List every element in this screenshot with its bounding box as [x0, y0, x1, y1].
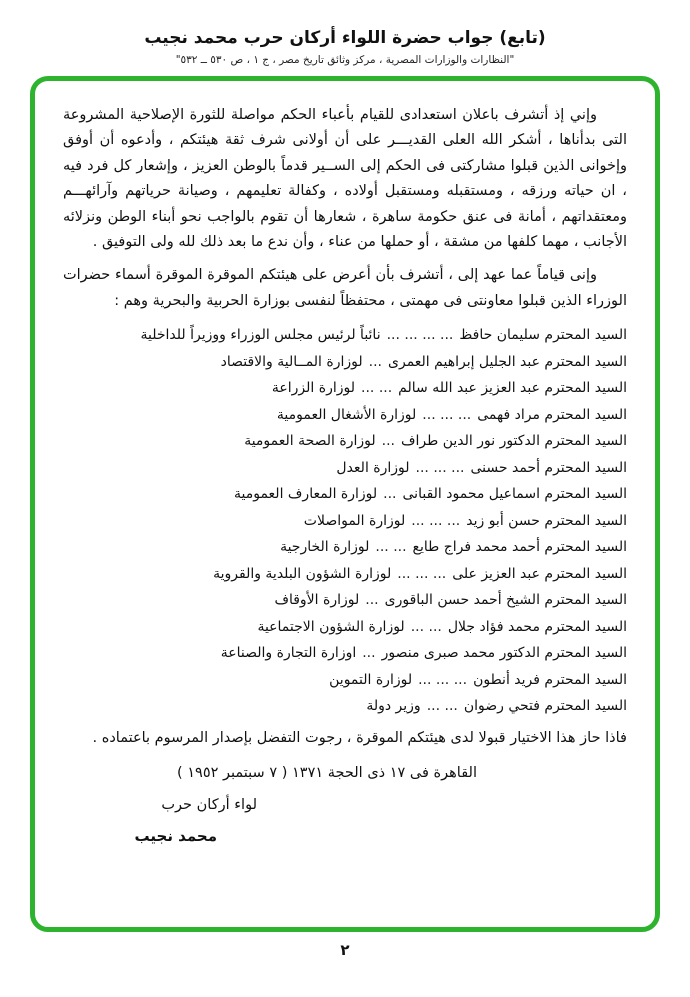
minister-prefix: السيد المحترم [539, 512, 627, 529]
leader-dots: ... ... [410, 618, 442, 635]
minister-portfolio: وزير دولة [366, 698, 421, 714]
minister-row [63, 534, 627, 561]
minister-row [63, 375, 627, 402]
leader-dots: ... [383, 486, 397, 502]
minister-portfolio: لوزارة الصحة العمومية [244, 433, 376, 449]
leader-dots: ... ... [375, 539, 407, 555]
minister-portfolio: لوزارة الأوقاف [274, 592, 360, 608]
green-border-frame [30, 76, 660, 932]
minister-name: محمد فؤاد جلال [447, 618, 540, 635]
leader-dots: ... [381, 433, 395, 449]
leader-dots: ... ... [361, 380, 393, 396]
leader-dots: ... ... ... [411, 512, 461, 529]
minister-prefix: السيد المحترم [539, 618, 627, 635]
opening-paragraph: وإني إذ أتشرف باعلان استعدادى للقيام بأعباء الحكم مواصلة للثورة الإصلاحية المشروعة التى بدأناها ، أشكر الله العلى القديـــر على أن أولانى شرف ثقة هيئتكم ، وأدعوه أن أوفق وإخوانى الذين قبلوا مشاركتى فى الحكم إلى الســير قدماً بالوطن العزيز ، وإشعار كل فرد فيه ، ان حياته ورزقه ، ومستقبله ومستقبل أولاده ، وكفالة تعليمهم ، وصيانة حرياتهم وآرائهـــم ومعتقداتهم ، أمانة فى عنق حكومة ساهرة ، شعارها أن تقوم بالواجب نحو أبناء الوطن ونزلائه الأجانب ، مهما كلفها من مشقة ، أو حملها من عناء ، وأن ندع ما بعد ذلك لله ولى التوفيق . [63, 107, 627, 250]
minister-portfolio: لوزارة الشؤون البلدية والقروية [213, 565, 392, 582]
leader-dots: ... ... [426, 698, 458, 714]
minister-portfolio: لوزارة المعارف العمومية [234, 486, 378, 502]
minister-name: أحمد حسنى [470, 459, 540, 476]
minister-portfolio: نائباً لرئيس مجلس الوزراء ووزيراً للداخلية [140, 327, 381, 343]
document-title: (تابع) جواب حضرة اللواء أركان حرب محمد نجيب [144, 28, 546, 48]
leader-dots: ... ... ... [415, 459, 465, 476]
minister-name: الدكتور نور الدين طراف [401, 433, 540, 449]
minister-row [63, 322, 627, 349]
minister-prefix: السيد المحترم [539, 327, 627, 343]
document-header [0, 0, 690, 66]
minister-row [63, 481, 627, 508]
minister-name: الدكتور محمد صبرى منصور [381, 645, 540, 661]
minister-name: حسن أبو زيد [466, 512, 540, 529]
ministers-list [63, 322, 627, 720]
minister-prefix: السيد المحترم [539, 433, 627, 449]
minister-name: عبد الجليل إبراهيم العمرى [388, 353, 540, 370]
minister-portfolio: لوزارة المــالية والاقتصاد [220, 353, 363, 370]
minister-name: فتحي رضوان [463, 698, 540, 714]
signature-rank: لواء أركان حرب [161, 796, 257, 813]
minister-prefix: السيد المحترم [539, 539, 627, 555]
minister-name: فريد أنطون [473, 671, 540, 688]
leader-dots: ... [368, 353, 383, 370]
minister-name: مراد فهمى [477, 406, 540, 423]
leader-dots: ... [362, 645, 376, 661]
minister-prefix: السيد المحترم [539, 406, 627, 423]
minister-row [63, 508, 627, 535]
introduction-paragraph: وإنى قياماً عما عهد إلى ، أتشرف بأن أعرض على هيئتكم الموقرة الموقرة أسماء حضرات الوزراء الذين قبلوا معاونتى فى مهمتى ، محتفظاً لنفسى بوزارة الحربية والبحرية وهم : [63, 267, 627, 309]
leader-dots: ... ... ... [422, 406, 472, 423]
page-number: ٢ [340, 941, 350, 959]
minister-row [63, 561, 627, 588]
minister-portfolio: اوزارة التجارة والصناعة [220, 645, 357, 661]
minister-prefix: السيد المحترم [539, 592, 627, 608]
minister-row [63, 402, 627, 429]
closing-paragraph: فاذا حاز هذا الاختيار قبولا لدى هيئتكم الموقرة ، رجوت التفضل بإصدار المرسوم باعتماده . [92, 729, 627, 746]
minister-name: عبد العزيز على [452, 565, 540, 582]
minister-row [63, 667, 627, 694]
leader-dots: ... ... ... ... [386, 327, 454, 343]
minister-portfolio: لوزارة الخارجية [280, 539, 370, 555]
minister-portfolio: لوزارة التموين [329, 671, 413, 688]
minister-portfolio: لوزارة المواصلات [303, 512, 406, 529]
minister-prefix: السيد المحترم [539, 380, 627, 396]
minister-row [63, 693, 627, 720]
minister-row [63, 349, 627, 376]
leader-dots: ... ... ... [418, 671, 468, 688]
page-footer [0, 940, 690, 959]
minister-name: الشيخ أحمد حسن الباقورى [384, 592, 540, 608]
minister-row [63, 640, 627, 667]
minister-prefix: السيد المحترم [539, 565, 627, 582]
minister-row [63, 587, 627, 614]
minister-row [63, 428, 627, 455]
minister-prefix: السيد المحترم [539, 698, 627, 714]
minister-name: أحمد محمد فراج طايع [412, 539, 540, 555]
minister-name: عبد العزيز عبد الله سالم [398, 380, 540, 396]
leader-dots: ... ... ... [397, 565, 447, 582]
date-line: القاهرة فى ١٧ ذى الحجة ١٣٧١ ( ٧ سبتمبر ١٩٥٢ ) [176, 764, 477, 781]
minister-portfolio: لوزارة العدل [336, 459, 410, 476]
minister-prefix: السيد المحترم [539, 353, 627, 370]
source-citation: "النظارات والوزارات المصرية ، مركز وثائق تاريخ مصر ، ج ١ ، ص ٥٣٠ ــ ٥٣٢" [175, 54, 515, 66]
minister-portfolio: لوزارة الشؤون الاجتماعية [257, 618, 405, 635]
minister-prefix: السيد المحترم [539, 671, 627, 688]
signature-name: محمد نجيب [134, 826, 217, 845]
minister-portfolio: لوزارة الأشغال العمومية [276, 406, 417, 423]
minister-name: اسماعيل محمود القبانى [402, 486, 540, 502]
minister-row [63, 455, 627, 482]
signature-block [63, 797, 627, 845]
minister-prefix: السيد المحترم [539, 645, 627, 661]
minister-row [63, 614, 627, 641]
minister-portfolio: لوزارة الزراعة [271, 380, 356, 396]
leader-dots: ... [365, 592, 379, 608]
minister-name: سليمان حافظ [459, 327, 540, 343]
minister-prefix: السيد المحترم [539, 486, 627, 502]
minister-prefix: السيد المحترم [539, 459, 627, 476]
